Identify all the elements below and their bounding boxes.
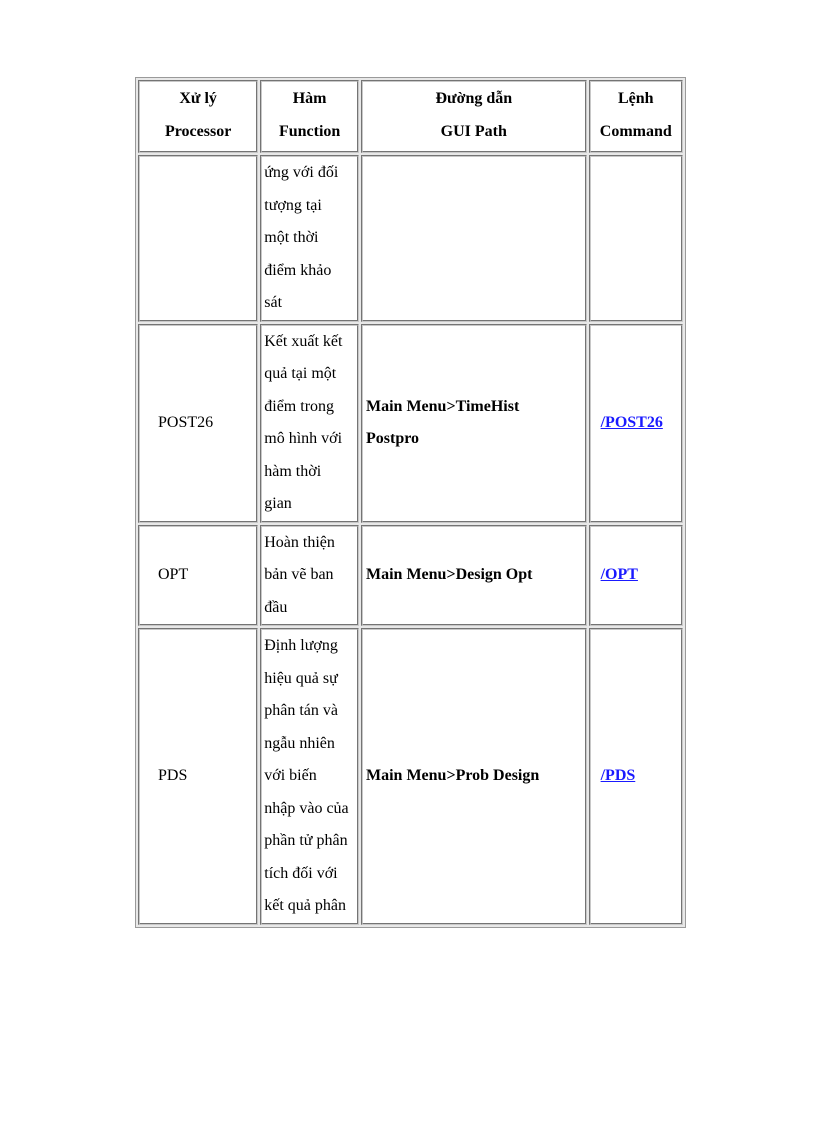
- gui-path-cell: [361, 525, 587, 627]
- header-processor-vi: Xử lý: [179, 90, 217, 107]
- function-line: bản vẽ ban: [264, 566, 334, 583]
- command-link-post26[interactable]: /POST26: [600, 413, 663, 431]
- header-function-vi: Hàm: [292, 90, 327, 107]
- processor-cell: PDS: [138, 628, 258, 925]
- function-line: phân tán và: [264, 702, 338, 719]
- gui-path-line: Postpro: [366, 430, 420, 447]
- header-processor-en: Processor: [164, 122, 232, 140]
- header-command-en: Command: [599, 122, 672, 140]
- table-row: [138, 155, 683, 322]
- table-row: [138, 324, 683, 523]
- command-cell: [589, 525, 683, 627]
- function-line: với biến: [264, 767, 317, 784]
- table-header-row: [138, 80, 683, 153]
- function-line: Định lượng: [264, 637, 338, 654]
- function-cell: [260, 525, 359, 627]
- command-cell: [589, 628, 683, 925]
- function-line: đầu: [264, 598, 288, 616]
- function-cell: [260, 324, 359, 523]
- function-line: hiệu quả sự: [264, 669, 338, 687]
- processor-cell: OPT: [138, 525, 258, 627]
- function-line: ứng với đối: [264, 164, 339, 181]
- function-line: Hoàn thiện: [264, 533, 335, 551]
- table-row: [138, 525, 683, 627]
- header-gui-path: [361, 80, 587, 153]
- processor-table: [135, 77, 686, 928]
- function-line: nhập vào của: [264, 799, 349, 817]
- header-command: [589, 80, 683, 153]
- gui-path-cell: [361, 155, 587, 322]
- gui-path-line: Main Menu>TimeHist: [366, 397, 520, 415]
- command-link-opt[interactable]: /OPT: [600, 566, 638, 583]
- function-line: hàm thời: [264, 462, 322, 480]
- command-cell: [589, 324, 683, 523]
- function-line: quả tại một: [264, 365, 337, 382]
- processor-cell: [138, 155, 258, 322]
- function-line: điểm khảo: [264, 261, 332, 279]
- function-line: ngẫu nhiên: [264, 734, 335, 752]
- gui-path-cell: [361, 628, 587, 925]
- function-line: gian: [264, 495, 292, 512]
- header-processor: [138, 80, 258, 153]
- table-row: [138, 628, 683, 925]
- gui-path-line: Main Menu>Design Opt: [366, 566, 533, 583]
- processor-cell: POST26: [138, 324, 258, 523]
- header-gui-path-vi: Đường dẫn: [435, 90, 513, 107]
- header-function: [260, 80, 359, 153]
- function-line: điểm trong: [264, 397, 335, 415]
- function-line: phần tử phân: [264, 832, 348, 849]
- header-command-vi: Lệnh: [618, 90, 654, 107]
- function-line: tượng tại: [264, 196, 322, 214]
- header-gui-path-en: GUI Path: [440, 122, 507, 140]
- function-line: Kết xuất kết: [264, 332, 343, 350]
- gui-path-cell: [361, 324, 587, 523]
- function-line: một thời: [264, 229, 319, 246]
- command-cell: [589, 155, 683, 322]
- header-function-en: Function: [278, 122, 341, 140]
- function-line: kết quả phân: [264, 897, 346, 914]
- function-cell: [260, 155, 359, 322]
- function-line: sát: [264, 294, 283, 311]
- gui-path-line: Main Menu>Prob Design: [366, 767, 540, 784]
- function-line: tích đối với: [264, 864, 338, 882]
- function-line: mô hình với: [264, 430, 343, 447]
- function-cell: [260, 628, 359, 925]
- command-link-pds[interactable]: /PDS: [600, 767, 636, 784]
